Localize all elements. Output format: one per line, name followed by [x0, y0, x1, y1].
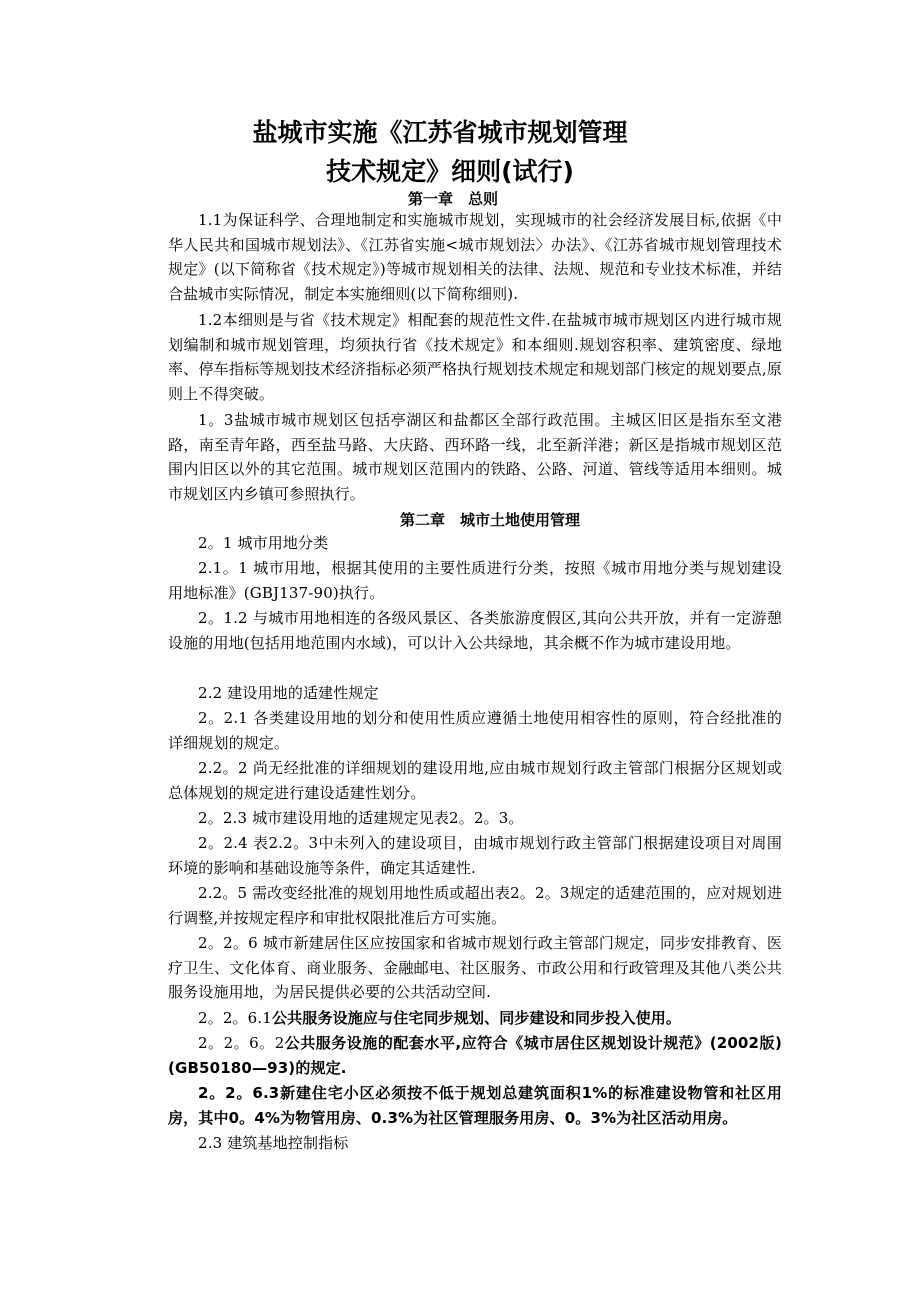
- paragraph-2-2-6-1: [168, 1006, 782, 1031]
- paragraph-2-2-6-1-number: 2。2。6.1: [198, 1009, 272, 1027]
- paragraph-2-2: 2.2 建设用地的适建性规定: [198, 684, 379, 702]
- paragraph-2-2-4: 2。2.4 表2.2。3中未列入的建设项目，由城市规划行政主管部门根据建设项目对周围环境的影响和基础设施等条件，确定其适建性.: [168, 834, 782, 877]
- paragraph-2-2-6-2-text: 公共服务设施的配套水平,应符合《城市居住区规划设计规范》(2002版)(GB50180—93)的规定.: [168, 1034, 782, 1077]
- paragraph-2-1-1: 2.1。1 城市用地，根据其使用的主要性质进行分类，按照《城市用地分类与规划建设用地标准》(GBJ137-90)执行。: [168, 559, 782, 602]
- paragraph-2-2-6-2: [168, 1031, 782, 1080]
- paragraph-2-2-6-2-number: 2。2。6。2: [198, 1034, 285, 1052]
- paragraph-2-1-2: 2。1.2 与城市用地相连的各级风景区、各类旅游度假区,其向公共开放，并有一定游憩设施的用地(包括用地范围内水域)，可以计入公共绿地，其余概不作为城市建设用地。: [168, 609, 782, 652]
- document-title-line2: 技术规定》细则(试行): [326, 157, 574, 186]
- paragraph-1-3: 1。3盐城市城市规划区包括亭湖区和盐都区全部行政范围。主城区旧区是指东至文港路，南至青年路，西至盐马路、大庆路、西环路一线，北至新洋港；新区是指城市规划区范围内旧区以外的其它范围。城市规划区范围内的铁路、公路、河道、管线等适用本细则。城市规划区内乡镇可参照执行。: [168, 411, 782, 503]
- paragraph-2-2-6-1-text: 公共服务设施应与住宅同步规划、同步建设和同步投入使用。: [272, 1009, 682, 1027]
- paragraph-2-2-5: 2.2。5 需改变经批准的规划用地性质或超出表2。2。3规定的适建范围的，应对规划进行调整,并按规定程序和审批权限批准后方可实施。: [168, 884, 782, 927]
- paragraph-2-1: 2。1 城市用地分类: [198, 534, 329, 552]
- document-title-line1: 盐城市实施《江苏省城市规划管理: [252, 118, 628, 147]
- paragraph-2-2-1: 2。2.1 各类建设用地的划分和使用性质应遵循土地使用相容性的原则，符合经批准的详细规划的规定。: [168, 709, 782, 752]
- chapter-heading-1: 第一章 总则: [407, 190, 498, 208]
- paragraph-1-2: 1.2本细则是与省《技术规定》相配套的规范性文件.在盐城市城市规划区内进行城市规划编制和城市规划管理，均须执行省《技术规定》和本细则.规划容积率、建筑密度、绿地率、停车指标等规划技术经济指标必须严格执行规划技术规定和规划部门核定的规划要点,原则上不得突破。: [168, 311, 782, 403]
- paragraph-2-2-6: 2。2。6 城市新建居住区应按国家和省城市规划行政主管部门规定，同步安排教育、医疗卫生、文化体育、商业服务、金融邮电、社区服务、市政公用和行政管理及其他八类公共服务设施用地，为居民提供必要的公共活动空间.: [168, 934, 782, 1002]
- paragraph-2-2-2: 2.2。2 尚无经批准的详细规划的建设用地,应由城市规划行政主管部门根据分区规划或总体规划的规定进行建设适建性划分。: [168, 759, 782, 802]
- paragraph-2-3: 2.3 建筑基地控制指标: [198, 1134, 349, 1152]
- paragraph-2-2-6-3: 2。2。6.3新建住宅小区必须按不低于规划总建筑面积1%的标准建设物管和社区用房，其中0。4%为物管用房、0.3%为社区管理服务用房、0。3%为社区活动用房。: [168, 1084, 782, 1127]
- paragraph-1-1: 1.1为保证科学、合理地制定和实施城市规划，实现城市的社会经济发展目标,依据《中华人民共和国城市规划法》、《江苏省实施<城市规划法〉办法》、《江苏省城市规划管理技术规定》(以下简称省《技术规定》)等城市规划相关的法律、法规、规范和专业技术标准，并结合盐城市实际情况，制定本实施细则(以下简称细则).: [168, 211, 782, 303]
- chapter-heading-2: 第二章 城市土地使用管理: [399, 511, 580, 529]
- paragraph-2-2-3: 2。2.3 城市建设用地的适建规定见表2。2。3。: [198, 809, 524, 827]
